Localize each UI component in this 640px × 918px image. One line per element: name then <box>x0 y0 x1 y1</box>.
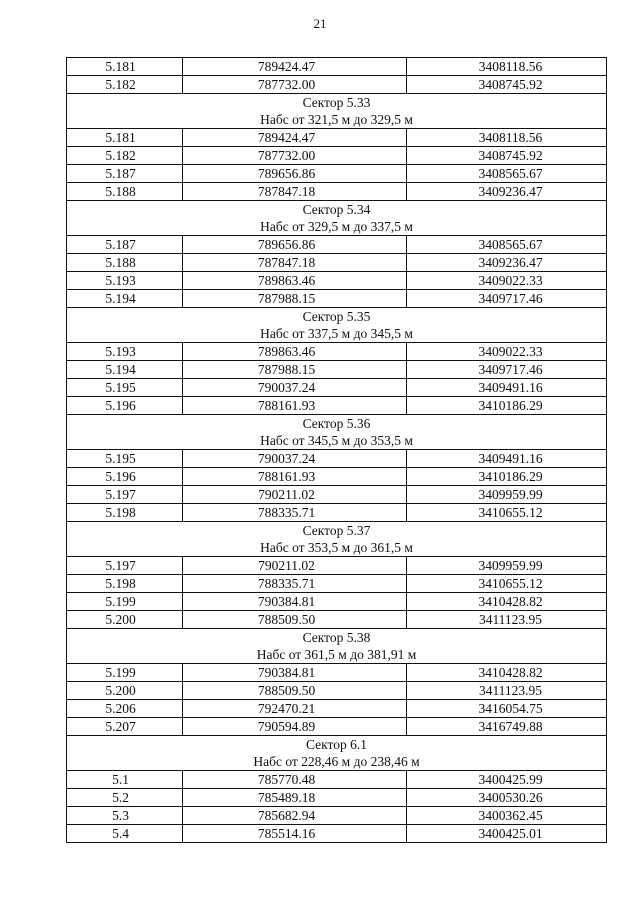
table-row <box>67 58 607 76</box>
y-coordinate: 3411123.95 <box>478 611 543 627</box>
x-coordinate-cell <box>183 129 407 147</box>
y-coordinate: 3408565.67 <box>478 236 543 252</box>
point-number-cell <box>67 807 183 825</box>
table-row <box>67 557 607 575</box>
table-row <box>67 236 607 254</box>
y-coordinate: 3409236.47 <box>478 254 543 270</box>
table-row <box>67 789 607 807</box>
x-coordinate: 790037.24 <box>257 450 316 466</box>
point-number: 5.181 <box>105 129 136 145</box>
coordinates-table-body <box>67 58 607 843</box>
x-coordinate: 785514.16 <box>257 825 316 841</box>
y-coordinate: 3408118.56 <box>478 58 543 74</box>
point-number: 5.199 <box>105 593 136 609</box>
point-number: 5.200 <box>105 682 136 698</box>
y-coordinate: 3409022.33 <box>478 272 543 288</box>
y-coordinate-cell <box>407 825 607 843</box>
x-coordinate: 790594.89 <box>257 718 316 734</box>
point-number-cell <box>67 557 183 575</box>
sector-range-row <box>67 325 607 343</box>
y-coordinate-cell <box>407 129 607 147</box>
point-number: 5.3 <box>112 807 129 823</box>
point-number: 5.198 <box>105 504 136 520</box>
y-coordinate: 3409959.99 <box>478 486 543 502</box>
point-number-cell <box>67 664 183 682</box>
y-coordinate: 3411123.95 <box>478 682 543 698</box>
table-row <box>67 700 607 718</box>
x-coordinate: 792470.21 <box>257 700 316 716</box>
y-coordinate: 3409959.99 <box>478 557 543 573</box>
x-coordinate: 789863.46 <box>257 343 316 359</box>
y-coordinate-cell <box>407 254 607 272</box>
x-coordinate-cell <box>183 807 407 825</box>
x-coordinate-cell <box>183 165 407 183</box>
x-coordinate: 789424.47 <box>257 58 316 74</box>
table-row <box>67 397 607 415</box>
table-row <box>67 593 607 611</box>
x-coordinate-cell <box>183 664 407 682</box>
y-coordinate: 3416749.88 <box>478 718 543 734</box>
table-row <box>67 343 607 361</box>
x-coordinate-cell <box>183 557 407 575</box>
y-coordinate-cell <box>407 682 607 700</box>
y-coordinate-cell <box>407 290 607 308</box>
point-number-cell <box>67 147 183 165</box>
x-coordinate-cell <box>183 593 407 611</box>
point-number: 5.2 <box>112 789 129 805</box>
point-number-cell <box>67 450 183 468</box>
x-coordinate: 787732.00 <box>257 147 316 163</box>
y-coordinate: 3408118.56 <box>478 129 543 145</box>
sector-name: Сектор 5.35 <box>67 308 607 326</box>
point-number-cell <box>67 290 183 308</box>
x-coordinate: 789656.86 <box>257 236 316 252</box>
x-coordinate-cell <box>183 504 407 522</box>
point-number-cell <box>67 58 183 76</box>
x-coordinate-cell <box>183 450 407 468</box>
y-coordinate: 3410186.29 <box>478 468 543 484</box>
sector-height-range: Набс от 353,5 м до 361,5 м <box>67 539 607 557</box>
table-row <box>67 611 607 629</box>
point-number: 5.198 <box>105 575 136 591</box>
sector-height-range: Набс от 345,5 м до 353,5 м <box>67 432 607 450</box>
x-coordinate: 790384.81 <box>257 664 316 680</box>
x-coordinate-cell <box>183 682 407 700</box>
y-coordinate-cell <box>407 771 607 789</box>
x-coordinate-cell <box>183 611 407 629</box>
x-coordinate: 785489.18 <box>257 789 316 805</box>
sector-height-range: Набс от 329,5 м до 337,5 м <box>67 218 607 236</box>
x-coordinate: 787732.00 <box>257 76 316 92</box>
x-coordinate-cell <box>183 825 407 843</box>
table-row <box>67 468 607 486</box>
table-row <box>67 682 607 700</box>
y-coordinate-cell <box>407 397 607 415</box>
x-coordinate: 789863.46 <box>257 272 316 288</box>
point-number: 5.195 <box>105 450 136 466</box>
x-coordinate-cell <box>183 236 407 254</box>
sector-height-range: Набс от 228,46 м до 238,46 м <box>67 753 607 771</box>
sector-range-row <box>67 432 607 450</box>
point-number: 5.187 <box>105 165 136 181</box>
x-coordinate: 787847.18 <box>257 183 316 199</box>
table-row <box>67 165 607 183</box>
y-coordinate: 3410655.12 <box>478 504 543 520</box>
y-coordinate-cell <box>407 718 607 736</box>
y-coordinate-cell <box>407 272 607 290</box>
coordinates-table <box>66 57 607 843</box>
y-coordinate: 3409022.33 <box>478 343 543 359</box>
y-coordinate-cell <box>407 147 607 165</box>
x-coordinate: 787847.18 <box>257 254 316 270</box>
y-coordinate: 3410186.29 <box>478 397 543 413</box>
point-number-cell <box>67 718 183 736</box>
x-coordinate-cell <box>183 343 407 361</box>
page-number: 21 <box>313 16 327 31</box>
point-number: 5.188 <box>105 183 136 199</box>
y-coordinate-cell <box>407 664 607 682</box>
sector-name: Сектор 5.36 <box>67 415 607 433</box>
point-number: 5.193 <box>105 272 136 288</box>
x-coordinate: 787988.15 <box>257 361 316 377</box>
point-number: 5.197 <box>105 557 136 573</box>
y-coordinate-cell <box>407 468 607 486</box>
y-coordinate: 3409717.46 <box>478 290 543 306</box>
point-number-cell <box>67 165 183 183</box>
point-number: 5.182 <box>105 147 136 163</box>
point-number: 5.1 <box>112 771 129 787</box>
sector-range-row <box>67 111 607 129</box>
y-coordinate-cell <box>407 361 607 379</box>
y-coordinate-cell <box>407 183 607 201</box>
table-row <box>67 183 607 201</box>
table-row <box>67 129 607 147</box>
x-coordinate-cell <box>183 468 407 486</box>
sector-height-range: Набс от 361,5 м до 381,91 м <box>67 646 607 664</box>
sector-range-row <box>67 646 607 664</box>
x-coordinate-cell <box>183 147 407 165</box>
y-coordinate: 3408565.67 <box>478 165 543 181</box>
point-number: 5.182 <box>105 76 136 92</box>
table-row <box>67 807 607 825</box>
x-coordinate: 788509.50 <box>257 682 316 698</box>
point-number: 5.197 <box>105 486 136 502</box>
sector-name: Сектор 6.1 <box>67 736 607 754</box>
x-coordinate-cell <box>183 254 407 272</box>
y-coordinate-cell <box>407 611 607 629</box>
y-coordinate-cell <box>407 236 607 254</box>
point-number-cell <box>67 825 183 843</box>
sector-range-row <box>67 753 607 771</box>
point-number: 5.4 <box>112 825 129 841</box>
sector-header-row <box>67 308 607 326</box>
x-coordinate-cell <box>183 486 407 504</box>
x-coordinate: 785682.94 <box>257 807 316 823</box>
x-coordinate: 785770.48 <box>257 771 316 787</box>
sector-header-row <box>67 629 607 647</box>
point-number-cell <box>67 468 183 486</box>
x-coordinate: 790384.81 <box>257 593 316 609</box>
x-coordinate: 790037.24 <box>257 379 316 395</box>
point-number-cell <box>67 789 183 807</box>
point-number-cell <box>67 272 183 290</box>
x-coordinate-cell <box>183 771 407 789</box>
x-coordinate-cell <box>183 700 407 718</box>
x-coordinate: 788509.50 <box>257 611 316 627</box>
table-row <box>67 504 607 522</box>
x-coordinate-cell <box>183 272 407 290</box>
point-number: 5.206 <box>105 700 136 716</box>
y-coordinate-cell <box>407 486 607 504</box>
y-coordinate-cell <box>407 450 607 468</box>
x-coordinate-cell <box>183 575 407 593</box>
sector-name: Сектор 5.33 <box>67 94 607 112</box>
y-coordinate-cell <box>407 504 607 522</box>
y-coordinate-cell <box>407 807 607 825</box>
point-number-cell <box>67 593 183 611</box>
sector-header-row <box>67 522 607 540</box>
point-number: 5.196 <box>105 468 136 484</box>
point-number-cell <box>67 361 183 379</box>
point-number-cell <box>67 682 183 700</box>
x-coordinate: 789424.47 <box>257 129 316 145</box>
point-number-cell <box>67 504 183 522</box>
y-coordinate: 3409491.16 <box>478 379 543 395</box>
y-coordinate: 3400362.45 <box>478 807 543 823</box>
table-row <box>67 361 607 379</box>
table-row <box>67 718 607 736</box>
sector-height-range: Набс от 337,5 м до 345,5 м <box>67 325 607 343</box>
sector-header-row <box>67 415 607 433</box>
y-coordinate-cell <box>407 58 607 76</box>
x-coordinate: 790211.02 <box>258 557 315 573</box>
point-number-cell <box>67 129 183 147</box>
y-coordinate: 3408745.92 <box>478 76 543 92</box>
table-row <box>67 486 607 504</box>
x-coordinate: 789656.86 <box>257 165 316 181</box>
sector-range-row <box>67 539 607 557</box>
y-coordinate: 3410655.12 <box>478 575 543 591</box>
table-row <box>67 254 607 272</box>
y-coordinate: 3416054.75 <box>478 700 543 716</box>
x-coordinate-cell <box>183 789 407 807</box>
point-number: 5.195 <box>105 379 136 395</box>
point-number-cell <box>67 611 183 629</box>
y-coordinate: 3409236.47 <box>478 183 543 199</box>
point-number: 5.199 <box>105 664 136 680</box>
x-coordinate-cell <box>183 183 407 201</box>
table-row <box>67 147 607 165</box>
y-coordinate: 3409491.16 <box>478 450 543 466</box>
x-coordinate-cell <box>183 76 407 94</box>
y-coordinate: 3408745.92 <box>478 147 543 163</box>
x-coordinate: 788335.71 <box>257 575 316 591</box>
y-coordinate-cell <box>407 379 607 397</box>
sector-range-row <box>67 218 607 236</box>
point-number: 5.187 <box>105 236 136 252</box>
table-row <box>67 664 607 682</box>
y-coordinate: 3400530.26 <box>478 789 543 805</box>
point-number-cell <box>67 397 183 415</box>
x-coordinate-cell <box>183 397 407 415</box>
y-coordinate-cell <box>407 343 607 361</box>
point-number-cell <box>67 486 183 504</box>
point-number-cell <box>67 575 183 593</box>
y-coordinate: 3410428.82 <box>478 664 543 680</box>
table-row <box>67 272 607 290</box>
point-number: 5.207 <box>105 718 136 734</box>
x-coordinate: 788335.71 <box>257 504 316 520</box>
sector-header-row <box>67 736 607 754</box>
point-number-cell <box>67 236 183 254</box>
point-number-cell <box>67 76 183 94</box>
x-coordinate-cell <box>183 361 407 379</box>
y-coordinate: 3400425.01 <box>478 825 543 841</box>
x-coordinate-cell <box>183 290 407 308</box>
point-number: 5.188 <box>105 254 136 270</box>
y-coordinate-cell <box>407 700 607 718</box>
x-coordinate: 788161.93 <box>257 468 316 484</box>
point-number-cell <box>67 379 183 397</box>
y-coordinate: 3410428.82 <box>478 593 543 609</box>
y-coordinate-cell <box>407 165 607 183</box>
point-number: 5.181 <box>105 58 136 74</box>
table-row <box>67 771 607 789</box>
x-coordinate-cell <box>183 718 407 736</box>
point-number-cell <box>67 183 183 201</box>
table-row <box>67 379 607 397</box>
y-coordinate-cell <box>407 575 607 593</box>
table-row <box>67 76 607 94</box>
point-number: 5.196 <box>105 397 136 413</box>
y-coordinate: 3409717.46 <box>478 361 543 377</box>
y-coordinate-cell <box>407 557 607 575</box>
x-coordinate: 790211.02 <box>258 486 315 502</box>
point-number-cell <box>67 343 183 361</box>
x-coordinate: 788161.93 <box>257 397 316 413</box>
sector-header-row <box>67 201 607 219</box>
point-number: 5.194 <box>105 361 136 377</box>
sector-name: Сектор 5.38 <box>67 629 607 647</box>
y-coordinate-cell <box>407 789 607 807</box>
table-row <box>67 450 607 468</box>
table-row <box>67 575 607 593</box>
y-coordinate-cell <box>407 593 607 611</box>
point-number-cell <box>67 771 183 789</box>
y-coordinate-cell <box>407 76 607 94</box>
x-coordinate-cell <box>183 58 407 76</box>
sector-height-range: Набс от 321,5 м до 329,5 м <box>67 111 607 129</box>
sector-header-row <box>67 94 607 112</box>
x-coordinate: 787988.15 <box>257 290 316 306</box>
point-number-cell <box>67 254 183 272</box>
y-coordinate: 3400425.99 <box>478 771 543 787</box>
point-number: 5.200 <box>105 611 136 627</box>
point-number-cell <box>67 700 183 718</box>
table-row <box>67 290 607 308</box>
point-number: 5.194 <box>105 290 136 306</box>
sector-name: Сектор 5.37 <box>67 522 607 540</box>
table-row <box>67 825 607 843</box>
x-coordinate-cell <box>183 379 407 397</box>
point-number: 5.193 <box>105 343 136 359</box>
sector-name: Сектор 5.34 <box>67 201 607 219</box>
